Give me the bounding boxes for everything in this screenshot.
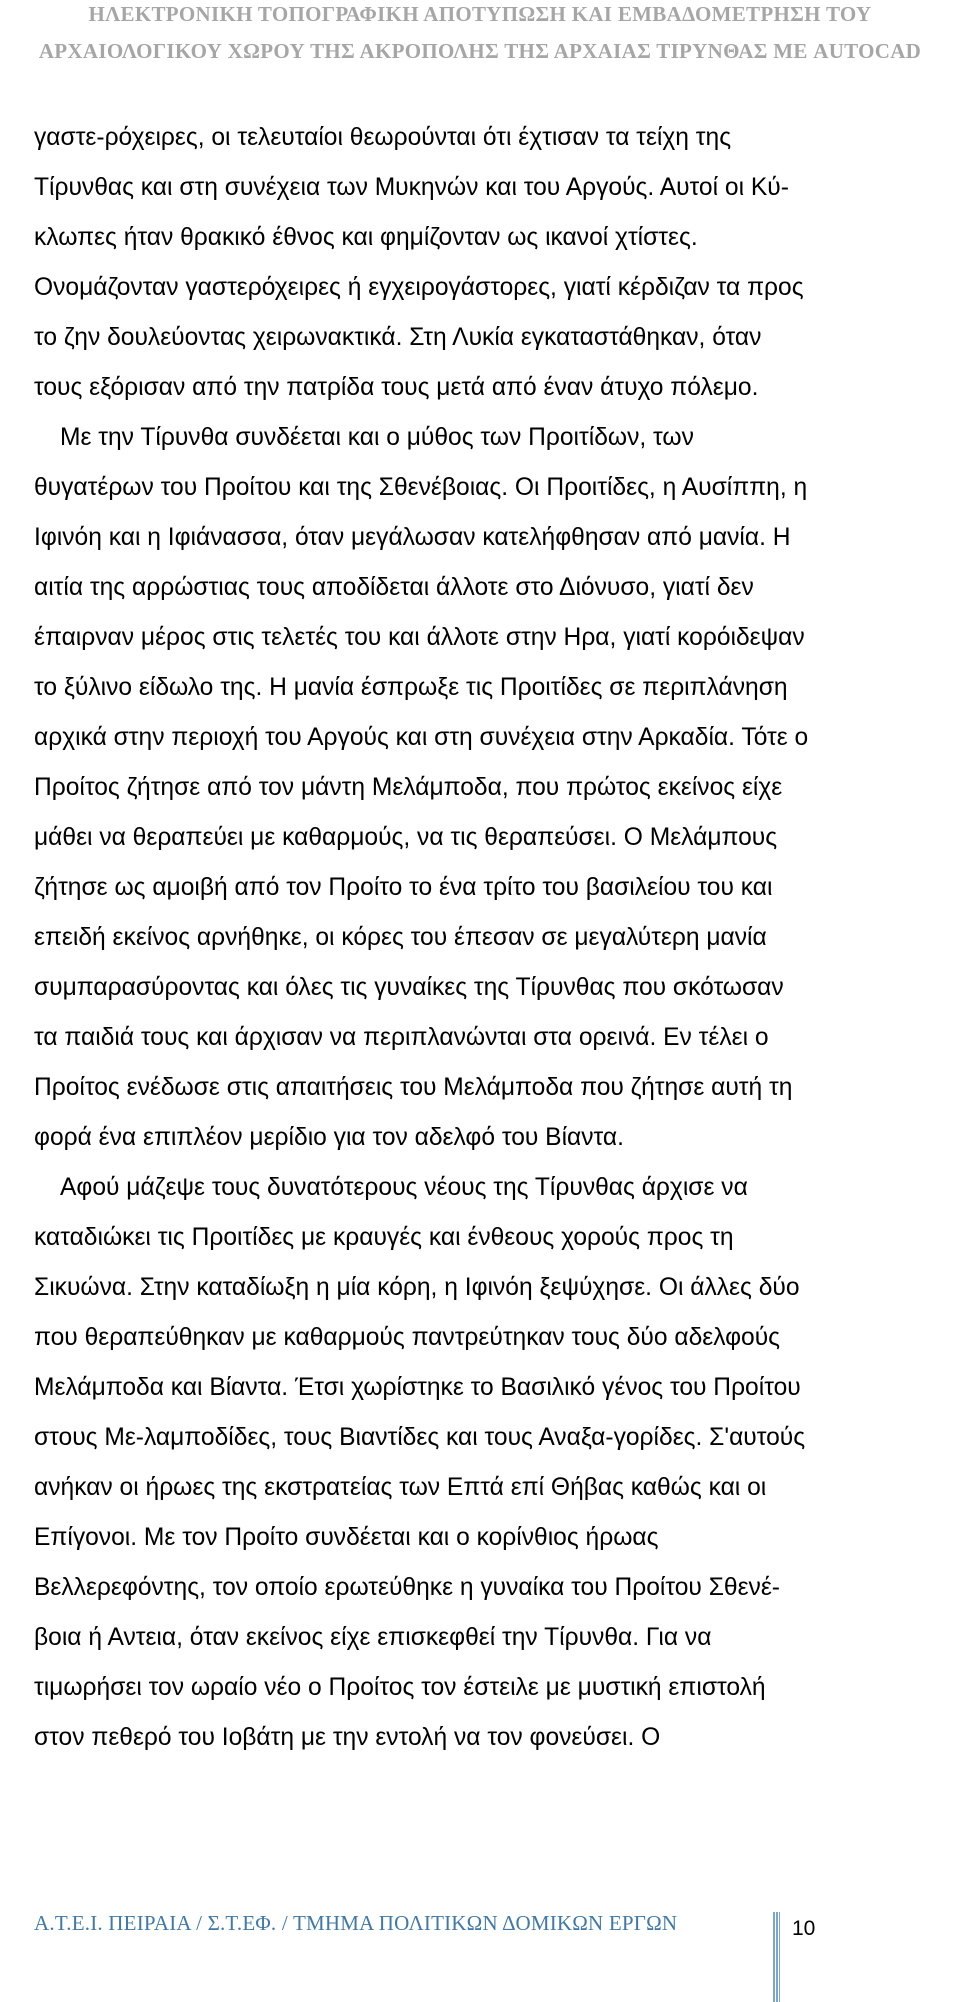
text-line: καταδιώκει τις Προιτίδες με κραυγές και ένθεους χορούς προς τη <box>34 1224 734 1251</box>
page-number: 10 <box>792 1917 816 1940</box>
text-line: Ιφινόη και η Ιφιάνασσα, όταν μεγάλωσαν κατελήφθησαν από μανία. Η <box>34 524 791 551</box>
text-line: κλωπες ήταν θρακικό έθνος και φημίζονταν ως ικανοί χτίστες. <box>34 224 698 251</box>
text-line: Προίτος ενέδωσε στις απαιτήσεις του Μελάμποδα που ζήτησε αυτή τη <box>34 1074 793 1101</box>
text-line: Ονομάζονταν γαστερόχειρες ή εγχειρογάστορες, γιατί κέρδιζαν τα προς <box>34 274 804 301</box>
paragraph-first-line: Αφού μάζεψε τους δυνατότερους νέους της Τίρυνθας άρχισε να <box>60 1174 748 1201</box>
text-line: αιτία της αρρώστιας τους αποδίδεται άλλοτε στο Διόνυσο, γιατί δεν <box>34 574 754 601</box>
text-line: το ζην δουλεύοντας χειρωνακτικά. Στη Λυκία εγκαταστάθηκαν, όταν <box>34 324 762 351</box>
header-line-2: ΑΡΧΑΙΟΛΟΓΙΚΟΥ ΧΩΡΟΥ ΤΗΣ ΑΚΡΟΠΟΛΗΣ ΤΗΣ ΑΡΧΑΙΑΣ ΤΙΡΥΝΘΑΣ ΜΕ AUTOCAD <box>38 39 922 63</box>
text-line: Βελλερεφόντης, τον οποίο ερωτεύθηκε η γυναίκα του Προίτου Σθενέ- <box>34 1574 781 1601</box>
footer-institution: Α.Τ.Ε.Ι. ΠΕΙΡΑΙΑ / Σ.Τ.ΕΦ. / ΤΜΗΜΑ ΠΟΛΙΤΙΚΩΝ ΔΟΜΙΚΩΝ ΕΡΓΩΝ <box>34 1911 678 1935</box>
text-line: Επίγονοι. Με τον Προίτο συνδέεται και ο κορίνθιος ήρωας <box>34 1524 659 1551</box>
paragraph-first-line: Με την Τίρυνθα συνδέεται και ο μύθος των Προιτίδων, των <box>60 424 694 451</box>
text-line: το ξύλινο είδωλο της. Η μανία έσπρωξε τις Προιτίδες σε περιπλάνηση <box>34 674 788 701</box>
text-line: Προίτος ζήτησε από τον μάντη Μελάμποδα, που πρώτος εκείνος είχε <box>34 774 783 801</box>
text-line: στον πεθερό του Ιοβάτη με την εντολή να τον φονεύσει. Ο <box>34 1724 661 1751</box>
text-line: φορά ένα επιπλέον μερίδιο για τον αδελφό του Βίαντα. <box>34 1124 624 1151</box>
text-line: τα παιδιά τους και άρχισαν να περιπλανώνται στα ορεινά. Εν τέλει ο <box>34 1024 769 1051</box>
text-line: μάθει να θεραπεύει με καθαρμούς, να τις θεραπεύσει. Ο Μελάμπους <box>34 824 778 851</box>
text-line: βοια ή Αντεια, όταν εκείνος είχε επισκεφθεί την Τίρυνθα. Για να <box>34 1624 712 1651</box>
text-line: που θεραπεύθηκαν με καθαρμούς παντρεύτηκαν τους δύο αδελφούς <box>34 1324 781 1351</box>
header-line-1: ΗΛΕΚΤΡΟΝΙΚΗ ΤΟΠΟΓΡΑΦΙΚΗ ΑΠΟΤΥΠΩΣΗ ΚΑΙ ΕΜΒΑΔΟΜΕΤΡΗΣΗ ΤΟΥ <box>88 2 872 26</box>
text-line: ζήτησε ως αμοιβή από τον Προίτο το ένα τρίτο του βασιλείου του και <box>34 874 773 901</box>
text-line: τους εξόρισαν από την πατρίδα τους μετά από έναν άτυχο πόλεμο. <box>34 374 759 401</box>
text-line: τιμωρήσει τον ωραίο νέο ο Προίτος τον έστειλε με μυστική επιστολή <box>34 1674 766 1701</box>
text-line: αρχικά στην περιοχή του Αργούς και στη συνέχεια στην Αρκαδία. Τότε ο <box>34 724 809 751</box>
text-line: θυγατέρων του Προίτου και της Σθενέβοιας. Οι Προιτίδες, η Αυσίππη, η <box>34 474 808 501</box>
text-line: συμπαρασύροντας και όλες τις γυναίκες της Τίρυνθας που σκότωσαν <box>34 974 784 1001</box>
text-line: γαστε-ρόχειρες, οι τελευταίοι θεωρούνται ότι έχτισαν τα τείχη της <box>34 124 732 151</box>
footer-divider <box>773 1912 780 2002</box>
text-line: ανήκαν οι ήρωες της εκστρατείας των Επτά επί Θήβας καθώς και οι <box>34 1474 767 1501</box>
text-line: Σικυώνα. Στην καταδίωξη η μία κόρη, η Ιφινόη ξεψύχησε. Οι άλλες δύο <box>34 1274 800 1301</box>
text-line: επειδή εκείνος αρνήθηκε, οι κόρες του έπεσαν σε μεγαλύτερη μανία <box>34 924 767 951</box>
text-line: Μελάμποδα και Βίαντα. Έτσι χωρίστηκε το Βασιλικό γένος του Προίτου <box>34 1374 801 1401</box>
text-line: Τίρυνθας και στη συνέχεια των Μυκηνών και του Αργούς. Αυτοί οι Κύ- <box>34 174 789 201</box>
text-line: στους Με-λαμποδίδες, τους Βιαντίδες και τους Αναξα-γορίδες. Σ'αυτούς <box>34 1424 806 1451</box>
text-line: έπαιρναν μέρος στις τελετές του και άλλοτε στην Ηρα, γιατί κορόιδεψαν <box>34 624 805 651</box>
